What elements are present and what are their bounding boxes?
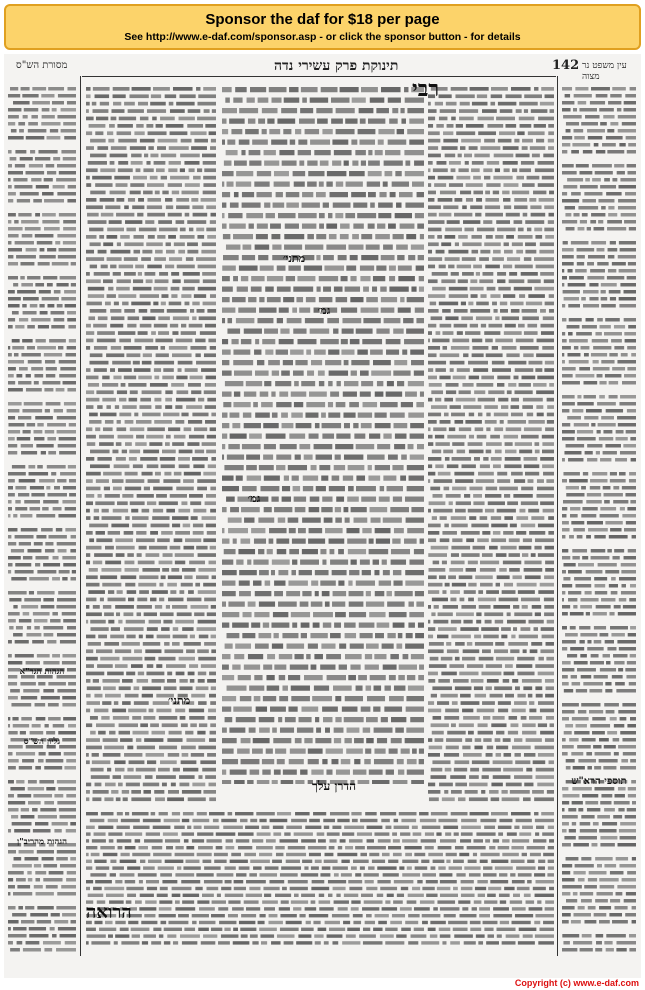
rule-right <box>557 76 558 956</box>
rule-left <box>80 76 81 956</box>
col-c-texture <box>222 84 424 784</box>
sponsor-subtitle[interactable]: See http://www.e-daf.com/sponsor.asp - or click the sponsor button - for details <box>124 31 521 43</box>
gl-right-texture <box>562 84 636 954</box>
header-left: מסורת הש"ס <box>16 60 68 71</box>
section-rabbi: רבי <box>412 76 440 102</box>
gl-left-texture <box>8 84 76 954</box>
col-b-texture <box>86 809 554 949</box>
section-hagahot-2: הגהות מהריב"ן <box>17 837 67 847</box>
margin-gloss-right <box>562 84 636 954</box>
section-mishna-1: מתני׳ <box>282 252 306 265</box>
section-mishna-2: מתני׳ <box>167 694 191 707</box>
section-gilyon: גליון הש"ס <box>23 737 61 747</box>
sponsor-banner[interactable] <box>4 4 641 50</box>
talmud-page <box>4 54 641 978</box>
commentary-rashi <box>428 84 554 804</box>
section-tosfos-rosh: תוספי הרא"ש <box>571 776 627 787</box>
gemara-text <box>222 84 424 784</box>
copyright-link[interactable]: Copyright (c) www.e-daf.com <box>514 978 639 988</box>
section-gemara-1: גמ׳ <box>317 304 331 317</box>
margin-gloss-left <box>8 84 76 954</box>
page-number: 142 <box>552 58 580 73</box>
col-r-texture <box>428 84 554 804</box>
header-right: עין משפט נר מצוה <box>582 61 627 82</box>
sponsor-title[interactable]: Sponsor the daf for $18 per page <box>205 11 440 28</box>
section-hagahot: הגהות הגר"א <box>19 667 65 677</box>
header-center: תינוקת פרק עשירי נדה <box>274 58 399 74</box>
commentary-bottom <box>86 809 554 949</box>
section-hadran: הדרן עלך <box>311 779 357 793</box>
section-haroeh: הרואה <box>86 902 132 923</box>
section-gemara-2: גמ׳ <box>247 492 261 505</box>
rule-top <box>82 76 556 77</box>
